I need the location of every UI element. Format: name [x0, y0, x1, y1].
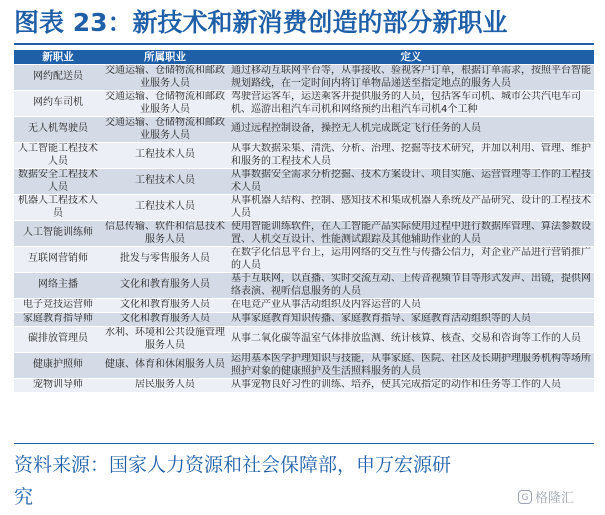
table-row — [14, 247, 594, 273]
job-definition-cell: 使用智能训练软件，在人工智能产品实际使用过程中进行数据库管理、算法参数设置、人机交互设计、性能测试跟踪及其他辅助作业的人员 — [228, 221, 594, 247]
job-name-cell: 网约车司机 — [14, 91, 102, 117]
job-name-cell: 健康护照师 — [14, 353, 102, 379]
job-category-cell: 居民服务人员 — [102, 379, 228, 393]
job-category-cell: 批发与零售服务人员 — [102, 247, 228, 273]
job-name-cell: 宠物训导师 — [14, 379, 102, 393]
table-row — [14, 221, 594, 247]
job-category-cell: 工程技术人员 — [102, 169, 228, 195]
job-category-cell: 水利、环境和公共设施管理服务人员 — [102, 327, 228, 353]
job-definition-cell: 从事二氧化碳等温室气体排放监测、统计核算、核查、交易和咨询等工作的人员 — [228, 327, 594, 353]
job-name-cell: 电子竞技运营师 — [14, 299, 102, 313]
job-name-cell: 碳排放管理员 — [14, 327, 102, 353]
job-category-cell: 信息传输、软件和信息技术服务人员 — [102, 221, 228, 247]
job-name-cell: 家庭教育指导师 — [14, 313, 102, 327]
table-row — [14, 379, 594, 393]
job-name-cell: 人工智能训练师 — [14, 221, 102, 247]
job-definition-cell: 通过移动互联网平台等，从事接收、验视客户订单，根据订单需求，按照平台智能规划路线，在一定时间内将订单物品递送至指定地点的服务人员 — [228, 65, 594, 91]
header-definition: 定义 — [228, 50, 594, 65]
job-category-cell: 文化和教育服务人员 — [102, 313, 228, 327]
watermark-logo-icon: G — [518, 490, 532, 504]
job-name-cell: 互联网营销师 — [14, 247, 102, 273]
header-category: 所属职业 — [102, 50, 228, 65]
job-definition-cell: 在电竞产业从事活动组织及内容运营的人员 — [228, 299, 594, 313]
job-definition-cell: 驾驶营运客车，运送乘客并提供服务的人员，包括客车司机、城市公共汽电车司机、巡游出租汽车司机和网络预约出租汽车司机4个工种 — [228, 91, 594, 117]
table-row — [14, 273, 594, 299]
job-name-cell: 无人机驾驶员 — [14, 117, 102, 143]
table-row — [14, 169, 594, 195]
job-name-cell: 网络主播 — [14, 273, 102, 299]
job-definition-cell: 从事机器人结构、控制、感知技术和集成机器人系统及产品研究、设计的工程技术人员 — [228, 195, 594, 221]
title-divider — [14, 43, 594, 45]
job-category-cell: 工程技术人员 — [102, 143, 228, 169]
table-row — [14, 299, 594, 313]
table-header-row — [14, 50, 594, 65]
table-row — [14, 353, 594, 379]
source-note-line2: 究 — [14, 486, 34, 508]
source-note-line1: 资料来源：国家人力资源和社会保障部，申万宏源研 — [14, 454, 452, 476]
job-definition-cell: 从事大数据采集、清洗、分析、治理、挖掘等技术研究，并加以利用、管理、维护和服务的工程技术人员 — [228, 143, 594, 169]
table-row — [14, 313, 594, 327]
job-category-cell: 文化和教育服务人员 — [102, 273, 228, 299]
table-row — [14, 65, 594, 91]
table-row — [14, 143, 594, 169]
job-definition-cell: 从事家庭教育知识传播、家庭教育指导、家庭教育活动组织等的人员 — [228, 313, 594, 327]
job-category-cell: 工程技术人员 — [102, 195, 228, 221]
job-category-cell: 交通运输、仓储物流和邮政业服务人员 — [102, 91, 228, 117]
table-row — [14, 195, 594, 221]
header-new-job: 新职业 — [14, 50, 102, 65]
job-name-cell: 机器人工程技术人员 — [14, 195, 102, 221]
job-name-cell: 数据安全工程技术人员 — [14, 169, 102, 195]
table-row — [14, 327, 594, 353]
job-definition-cell: 从事宠物良好习性的训练、培养，使其完成指定的动作和任务等工作的人员 — [228, 379, 594, 393]
job-category-cell: 文化和教育服务人员 — [102, 299, 228, 313]
page-title: 图表 23：新技术和新消费创造的部分新职业 — [14, 8, 508, 37]
job-definition-cell: 基于互联网，以直播、实时交流互动、上传音视频节目等形式发声、出镜，提供网络表演、视听信息服务的人员 — [228, 273, 594, 299]
job-definition-cell: 在数字化信息平台上，运用网络的交互性与传播公信力，对企业产品进行营销推广的人员 — [228, 247, 594, 273]
bottom-divider — [14, 443, 594, 444]
job-definition-cell: 从事数据安全需求分析挖掘、技术方案设计、项目实施、运营管理等工作的工程技术人员 — [228, 169, 594, 195]
job-category-cell: 交通运输、仓储物流和邮政业服务人员 — [102, 65, 228, 91]
watermark — [518, 487, 574, 506]
job-name-cell: 网约配送员 — [14, 65, 102, 91]
table-row — [14, 91, 594, 117]
watermark-label: 格隆汇 — [535, 491, 575, 506]
job-definition-cell: 运用基本医学护理知识与技能，从事家庭、医院、社区及长期护理服务机构等场所照护对象的健康照护及生活照料服务的人员 — [228, 353, 594, 379]
job-category-cell: 交通运输、仓储物流和邮政业服务人员 — [102, 117, 228, 143]
job-category-cell: 健康、体育和休闲服务人员 — [102, 353, 228, 379]
new-jobs-table — [14, 50, 594, 392]
table-body — [14, 65, 594, 393]
table-row — [14, 117, 594, 143]
job-name-cell: 人工智能工程技术人员 — [14, 143, 102, 169]
job-definition-cell: 通过远程控制设备，操控无人机完成既定飞行任务的人员 — [228, 117, 594, 143]
